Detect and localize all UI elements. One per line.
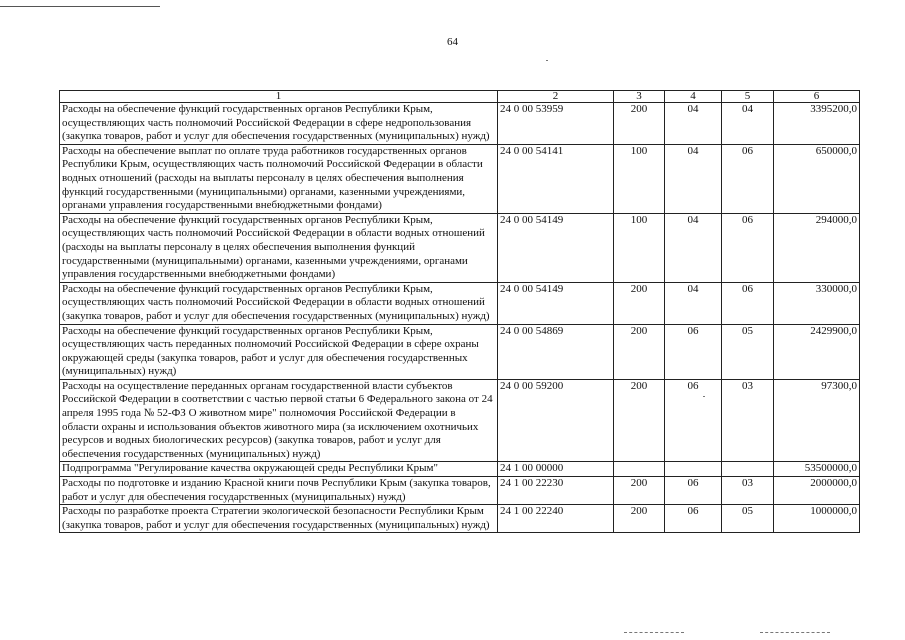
amount-cell: 97300,0 bbox=[774, 379, 860, 462]
scan-speck bbox=[546, 60, 548, 61]
expense-type-cell: 200 bbox=[614, 324, 665, 379]
section-cell: 04 bbox=[665, 213, 722, 282]
top-rule bbox=[0, 6, 160, 7]
header-cell-6: 6 bbox=[774, 91, 860, 103]
subsection-cell: 06 bbox=[722, 282, 774, 324]
subsection-cell: 05 bbox=[722, 324, 774, 379]
description-cell: Расходы на обеспечение выплат по оплате труда работников государственных органов Республики Крым, осуществляющих часть полномочий Российской Федерации в области водных отношений (расходы на выплаты персоналу в целях обеспечения выполнения функций государственными (муниципальными) органами, казенными учреждениями, органами управления государственными внебюджетными фондами) bbox=[60, 144, 498, 213]
header-cell-2: 2 bbox=[498, 91, 614, 103]
expense-type-cell: 200 bbox=[614, 505, 665, 533]
amount-cell: 294000,0 bbox=[774, 213, 860, 282]
subsection-cell: 06 bbox=[722, 213, 774, 282]
code-cell: 24 0 00 54149 bbox=[498, 213, 614, 282]
table-row bbox=[60, 144, 860, 213]
description-cell: Подпрограмма "Регулирование качества окружающей среды Республики Крым" bbox=[60, 462, 498, 477]
amount-cell: 2429900,0 bbox=[774, 324, 860, 379]
section-cell: 06 bbox=[665, 477, 722, 505]
amount-cell: 2000000,0 bbox=[774, 477, 860, 505]
code-cell: 24 1 00 22240 bbox=[498, 505, 614, 533]
section-cell: 04 bbox=[665, 282, 722, 324]
subsection-cell: 03 bbox=[722, 477, 774, 505]
expense-type-cell: 100 bbox=[614, 213, 665, 282]
table-row bbox=[60, 213, 860, 282]
expense-type-cell bbox=[614, 462, 665, 477]
header-cell-1: 1 bbox=[60, 91, 498, 103]
code-cell: 24 1 00 00000 bbox=[498, 462, 614, 477]
code-cell: 24 0 00 54141 bbox=[498, 144, 614, 213]
table-row bbox=[60, 462, 860, 477]
description-cell: Расходы на обеспечение функций государственных органов Республики Крым, осуществляющих часть полномочий Российской Федерации в области водных отношений (расходы на выплаты персоналу в целях обеспечения выполнения функций государственными (муниципальными) органами, казенными учреждениями, органами управления государственными внебюджетными фондами) bbox=[60, 213, 498, 282]
code-cell: 24 0 00 59200 bbox=[498, 379, 614, 462]
subsection-cell: 04 bbox=[722, 103, 774, 145]
table-row bbox=[60, 505, 860, 533]
code-cell: 24 0 00 54869 bbox=[498, 324, 614, 379]
header-cell-3: 3 bbox=[614, 91, 665, 103]
scan-artifact bbox=[624, 632, 684, 634]
amount-cell: 650000,0 bbox=[774, 144, 860, 213]
expense-type-cell: 200 bbox=[614, 282, 665, 324]
table-row bbox=[60, 282, 860, 324]
code-cell: 24 0 00 54149 bbox=[498, 282, 614, 324]
description-cell: Расходы на обеспечение функций государственных органов Республики Крым, осуществляющих часть полномочий Российской Федерации в области водных отношений (закупка товаров, работ и услуг для обеспечения государственных (муниципальных) нужд) bbox=[60, 282, 498, 324]
table-header-row bbox=[60, 91, 860, 103]
scan-artifact bbox=[760, 632, 830, 634]
amount-cell: 330000,0 bbox=[774, 282, 860, 324]
code-cell: 24 0 00 53959 bbox=[498, 103, 614, 145]
header-cell-4: 4 bbox=[665, 91, 722, 103]
table-row bbox=[60, 477, 860, 505]
subsection-cell: 03 bbox=[722, 379, 774, 462]
subsection-cell: 05 bbox=[722, 505, 774, 533]
subsection-cell bbox=[722, 462, 774, 477]
section-cell: 04 bbox=[665, 103, 722, 145]
page-number: 64 bbox=[447, 36, 458, 48]
section-cell: 06 bbox=[665, 324, 722, 379]
budget-table bbox=[59, 90, 860, 533]
expense-type-cell: 100 bbox=[614, 144, 665, 213]
subsection-cell: 06 bbox=[722, 144, 774, 213]
section-cell: 06 bbox=[665, 379, 722, 462]
code-cell: 24 1 00 22230 bbox=[498, 477, 614, 505]
description-cell: Расходы на осуществление переданных органам государственной власти субъектов Российской Федерации в соответствии с частью первой статьи 6 Федерального закона от 24 апреля 1995 года № 52-ФЗ О животном мире" полномочия Российской Федерации в области охраны и использования объектов животного мира (за исключением охотничьих ресурсов и водных биологических ресурсов) (закупка товаров, работ и услуг для обеспечения государственных (муниципальных) нужд) bbox=[60, 379, 498, 462]
amount-cell: 1000000,0 bbox=[774, 505, 860, 533]
section-cell: 06 bbox=[665, 505, 722, 533]
description-cell: Расходы по разработке проекта Стратегии экологической безопасности Республики Крым (закупка товаров, работ и услуг для обеспечения государственных (муниципальных) нужд) bbox=[60, 505, 498, 533]
expense-type-cell: 200 bbox=[614, 477, 665, 505]
table-row bbox=[60, 324, 860, 379]
table-row bbox=[60, 379, 860, 462]
amount-cell: 53500000,0 bbox=[774, 462, 860, 477]
section-cell bbox=[665, 462, 722, 477]
description-cell: Расходы на обеспечение функций государственных органов Республики Крым, осуществляющих часть переданных полномочий Российской Федерации в сфере охраны окружающей среды (закупка товаров, работ и услуг для обеспечения государственных (муниципальных) нужд) bbox=[60, 324, 498, 379]
expense-type-cell: 200 bbox=[614, 103, 665, 145]
table-row bbox=[60, 103, 860, 145]
section-cell: 04 bbox=[665, 144, 722, 213]
description-cell: Расходы по подготовке и изданию Красной книги почв Республики Крым (закупка товаров, работ и услуг для обеспечения государственных (муниципальных) нужд) bbox=[60, 477, 498, 505]
amount-cell: 3395200,0 bbox=[774, 103, 860, 145]
expense-type-cell: 200 bbox=[614, 379, 665, 462]
description-cell: Расходы на обеспечение функций государственных органов Республики Крым, осуществляющих часть полномочий Российской Федерации в сфере недропользования (закупка товаров, работ и услуг для обеспечения государственных (муниципальных) нужд) bbox=[60, 103, 498, 145]
header-cell-5: 5 bbox=[722, 91, 774, 103]
